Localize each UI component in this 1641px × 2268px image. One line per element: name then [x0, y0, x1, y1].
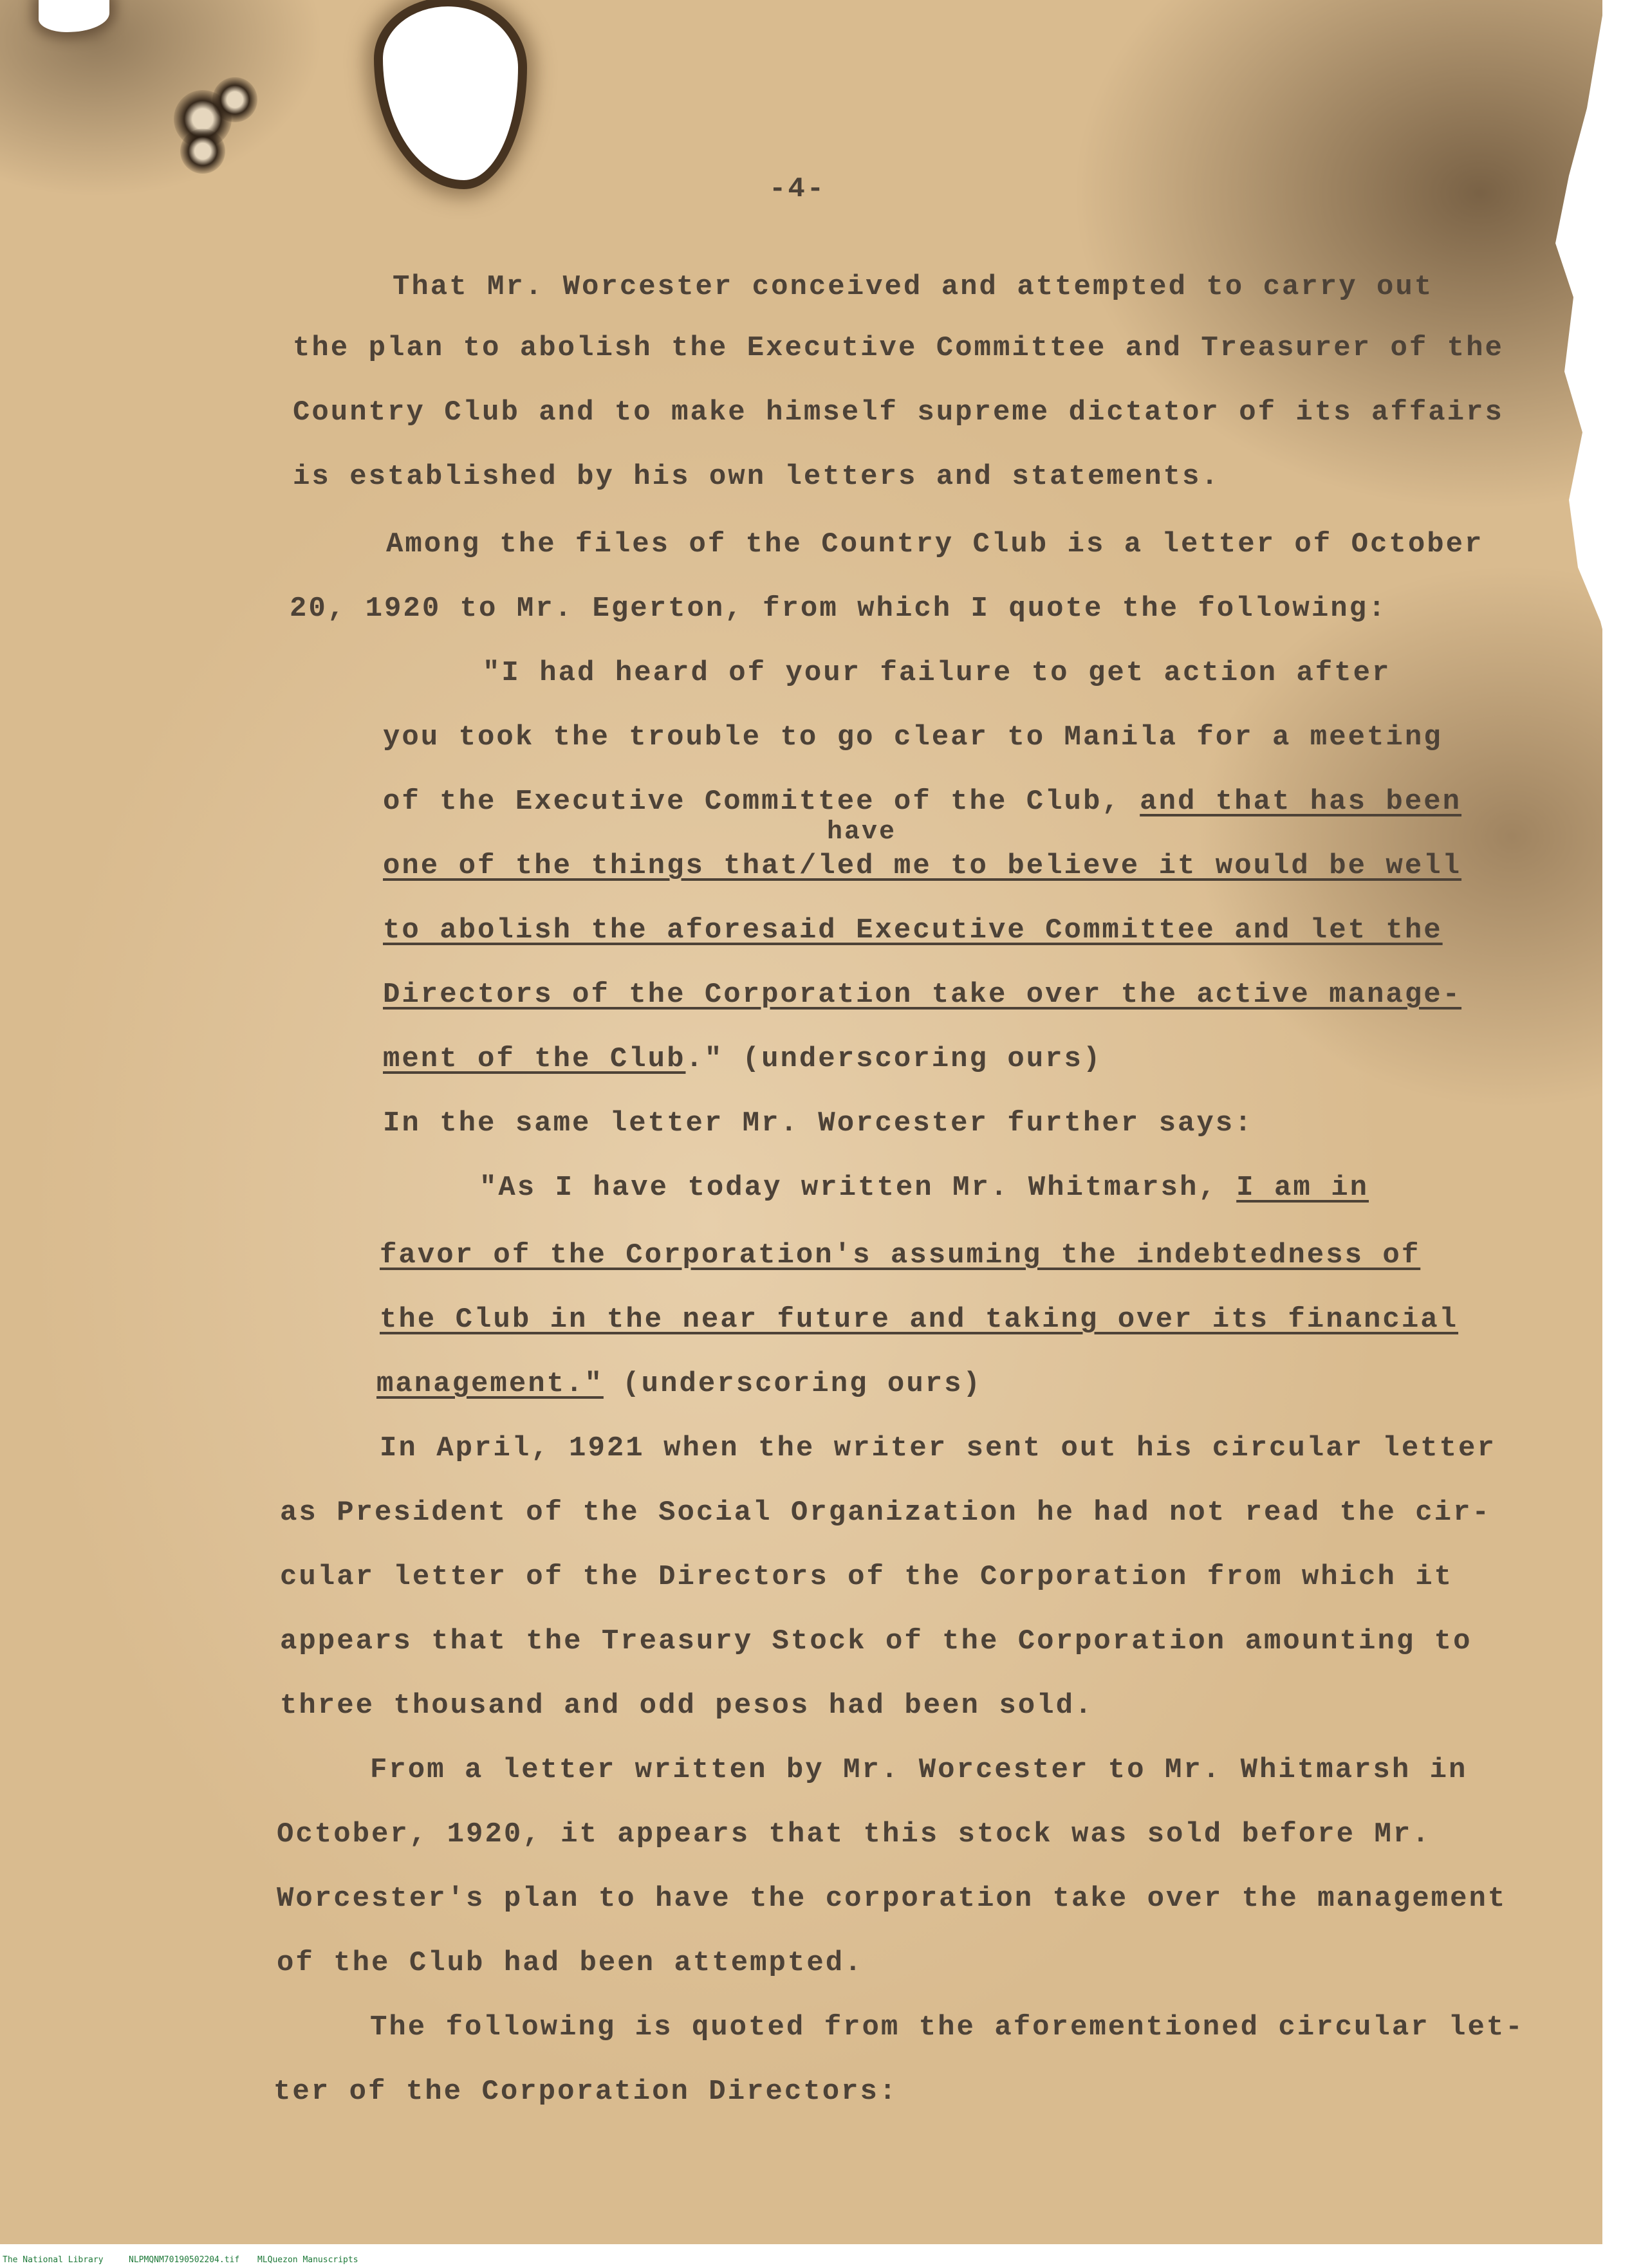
- text-line: three thousand and odd pesos had been sold.: [280, 1690, 1094, 1722]
- footer-collection: MLQuezon Manuscripts: [257, 2255, 358, 2265]
- footer-library: The National Library: [3, 2255, 104, 2265]
- text-line: 20, 1920 to Mr. Egerton, from which I quote the following:: [290, 593, 1387, 625]
- text-line: the plan to abolish the Executive Committee and Treasurer of the: [293, 332, 1504, 364]
- annotation-text: (underscoring ours): [603, 1368, 982, 1400]
- underscored-line: the Club in the near future and taking over its financial: [380, 1304, 1459, 1336]
- underscored-line: one of the things that/led me to believe it would be well: [383, 850, 1462, 882]
- text-line: Worcester's plan to have the corporation take over the management: [277, 1883, 1507, 1915]
- quote-text: of the Executive Committee of the Club,: [383, 786, 1140, 818]
- underscored-line: Directors of the Corporation take over the active manage-: [383, 979, 1462, 1011]
- underscored-text: I am in: [1236, 1172, 1369, 1204]
- annotation-text: ." (underscoring ours): [685, 1043, 1102, 1075]
- underscored-text: management.": [376, 1368, 604, 1400]
- quote-line: [376, 1367, 982, 1401]
- handwritten-insertion: have: [827, 818, 897, 847]
- underscored-text: ment of the Club: [383, 1043, 686, 1075]
- quote-line: [383, 785, 1461, 818]
- text-line: cular letter of the Directors of the Corporation from which it: [280, 1561, 1454, 1593]
- text-line: Country Club and to make himself supreme dictator of its affairs: [293, 396, 1504, 429]
- text-line: is established by his own letters and statements.: [293, 461, 1220, 493]
- text-line: appears that the Treasury Stock of the Corporation amounting to: [280, 1625, 1472, 1657]
- text-line: ter of the Corporation Directors:: [274, 2076, 898, 2108]
- text-line: of the Club had been attempted.: [277, 1947, 864, 1979]
- underscored-text: and that has been: [1140, 786, 1462, 818]
- quote-line: [383, 1042, 1102, 1076]
- text-line: In April, 1921 when the writer sent out his circular letter: [380, 1432, 1496, 1464]
- quote-text: "As I have today written Mr. Whitmarsh,: [479, 1172, 1237, 1204]
- page-number: -4-: [769, 173, 826, 205]
- underscored-line: favor of the Corporation's assuming the indebtedness of: [380, 1239, 1421, 1271]
- text-line: From a letter written by Mr. Worcester to Mr. Whitmarsh in: [370, 1754, 1468, 1786]
- scan-footer: [0, 2255, 1641, 2268]
- quote-line: "I had heard of your failure to get action after: [483, 657, 1391, 689]
- text-line: That Mr. Worcester conceived and attempted to carry out: [393, 271, 1434, 303]
- text-line: The following is quoted from the aforementioned circular let-: [370, 2011, 1525, 2043]
- underscored-line: to abolish the aforesaid Executive Committee and let the: [383, 914, 1443, 946]
- quote-line: [479, 1171, 1369, 1204]
- quote-line: you took the trouble to go clear to Manila for a meeting: [383, 721, 1443, 753]
- text-line: October, 1920, it appears that this stock was sold before Mr.: [277, 1818, 1431, 1850]
- text-line: Among the files of the Country Club is a letter of October: [386, 528, 1484, 560]
- text-line: In the same letter Mr. Worcester further says:: [383, 1107, 1254, 1139]
- footer-file: NLPMQNM70190502204.tif: [129, 2255, 240, 2265]
- text-line: as President of the Social Organization he had not read the cir-: [280, 1497, 1491, 1529]
